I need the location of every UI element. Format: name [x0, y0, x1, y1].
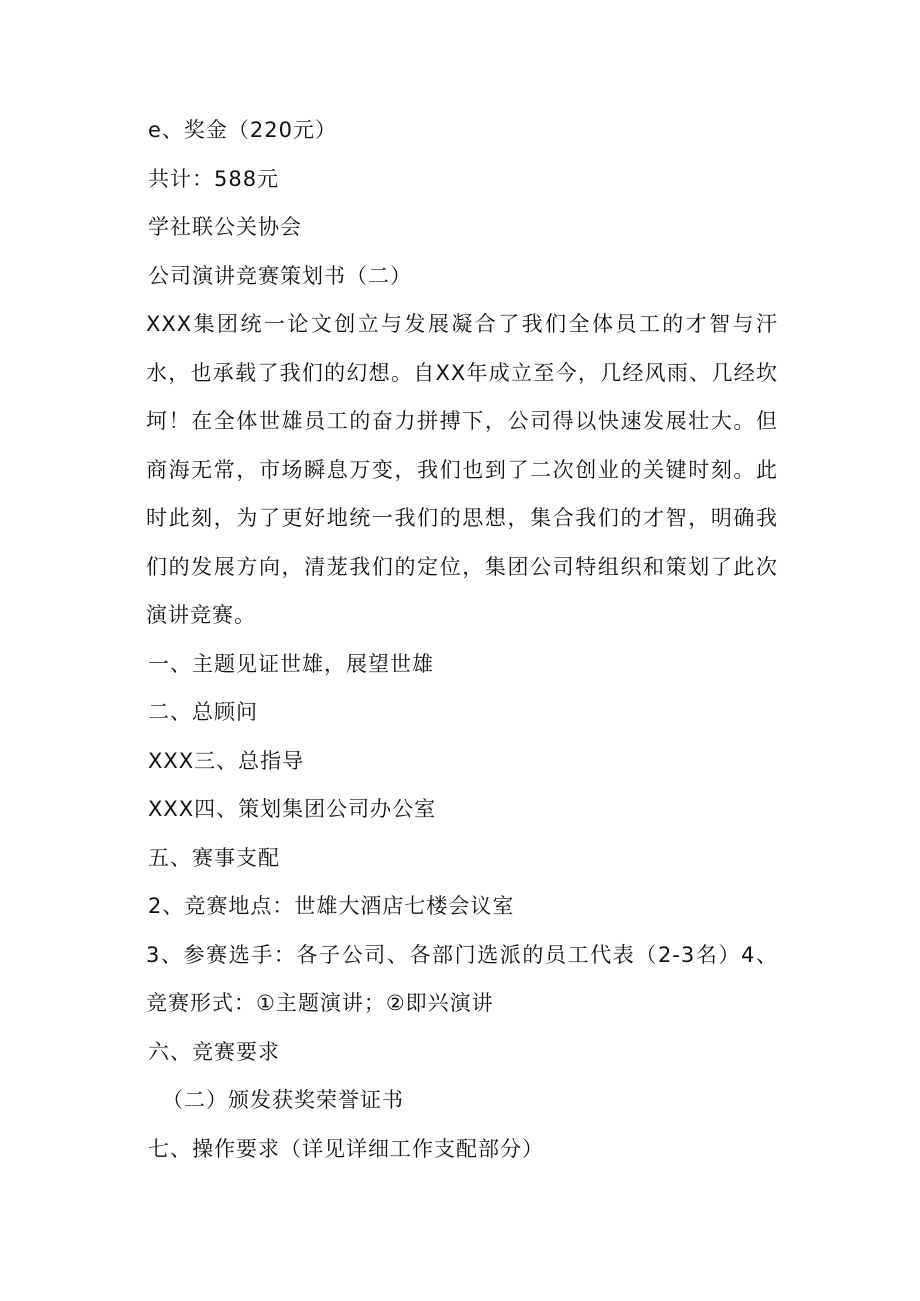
- document-body: [138, 106, 778, 1173]
- section-planner: XXX四、策划集团公司办公室: [148, 797, 437, 821]
- text-line-total: 共计：588元: [148, 166, 280, 191]
- text-line-organizer: 学社联公关协会: [148, 215, 302, 239]
- section-requirements: 六、竞赛要求: [148, 1039, 280, 1064]
- intro-paragraph: XXX集团统一论文创立与发展凝合了我们全体员工的才智与汗水，也承载了我们的幻想。自XX年成立至今，几经风雨、几经坎坷！在全体世雄员工的奋力拼搏下，公司得以快速发展壮大。但商海无常，市场瞬息万变，我们也到了二次创业的关键时刻。此时此刻，为了更好地统一我们的思想，集合我们的才智，明确我们的发展方向，清茏我们的定位，集团公司特组织和策划了此次演讲竞赛。: [146, 312, 778, 627]
- section-certificate: （二）颁发获奖荣誉证书: [162, 1088, 404, 1112]
- text-line-bonus: e、奖金（220元）: [148, 118, 338, 142]
- section-arrangement: 五、赛事支配: [148, 845, 280, 870]
- section-participants: 3、参赛选手：各子公司、各部门选派的员工代表（2-3名）4、竞赛形式：①主题演讲；②即兴演讲: [146, 942, 778, 1015]
- section-theme: 一、主题见证世雄，展望世雄: [148, 651, 434, 676]
- section-venue: 2、竞赛地点：世雄大酒店七楼会议室: [148, 894, 515, 918]
- section-operation: 七、操作要求（详见详细工作支配部分）: [148, 1136, 544, 1161]
- section-advisor: 二、总顾问: [148, 700, 258, 724]
- document-title: 公司演讲竞赛策划书（二）: [148, 263, 412, 288]
- section-director: XXX三、总指导: [148, 748, 305, 773]
